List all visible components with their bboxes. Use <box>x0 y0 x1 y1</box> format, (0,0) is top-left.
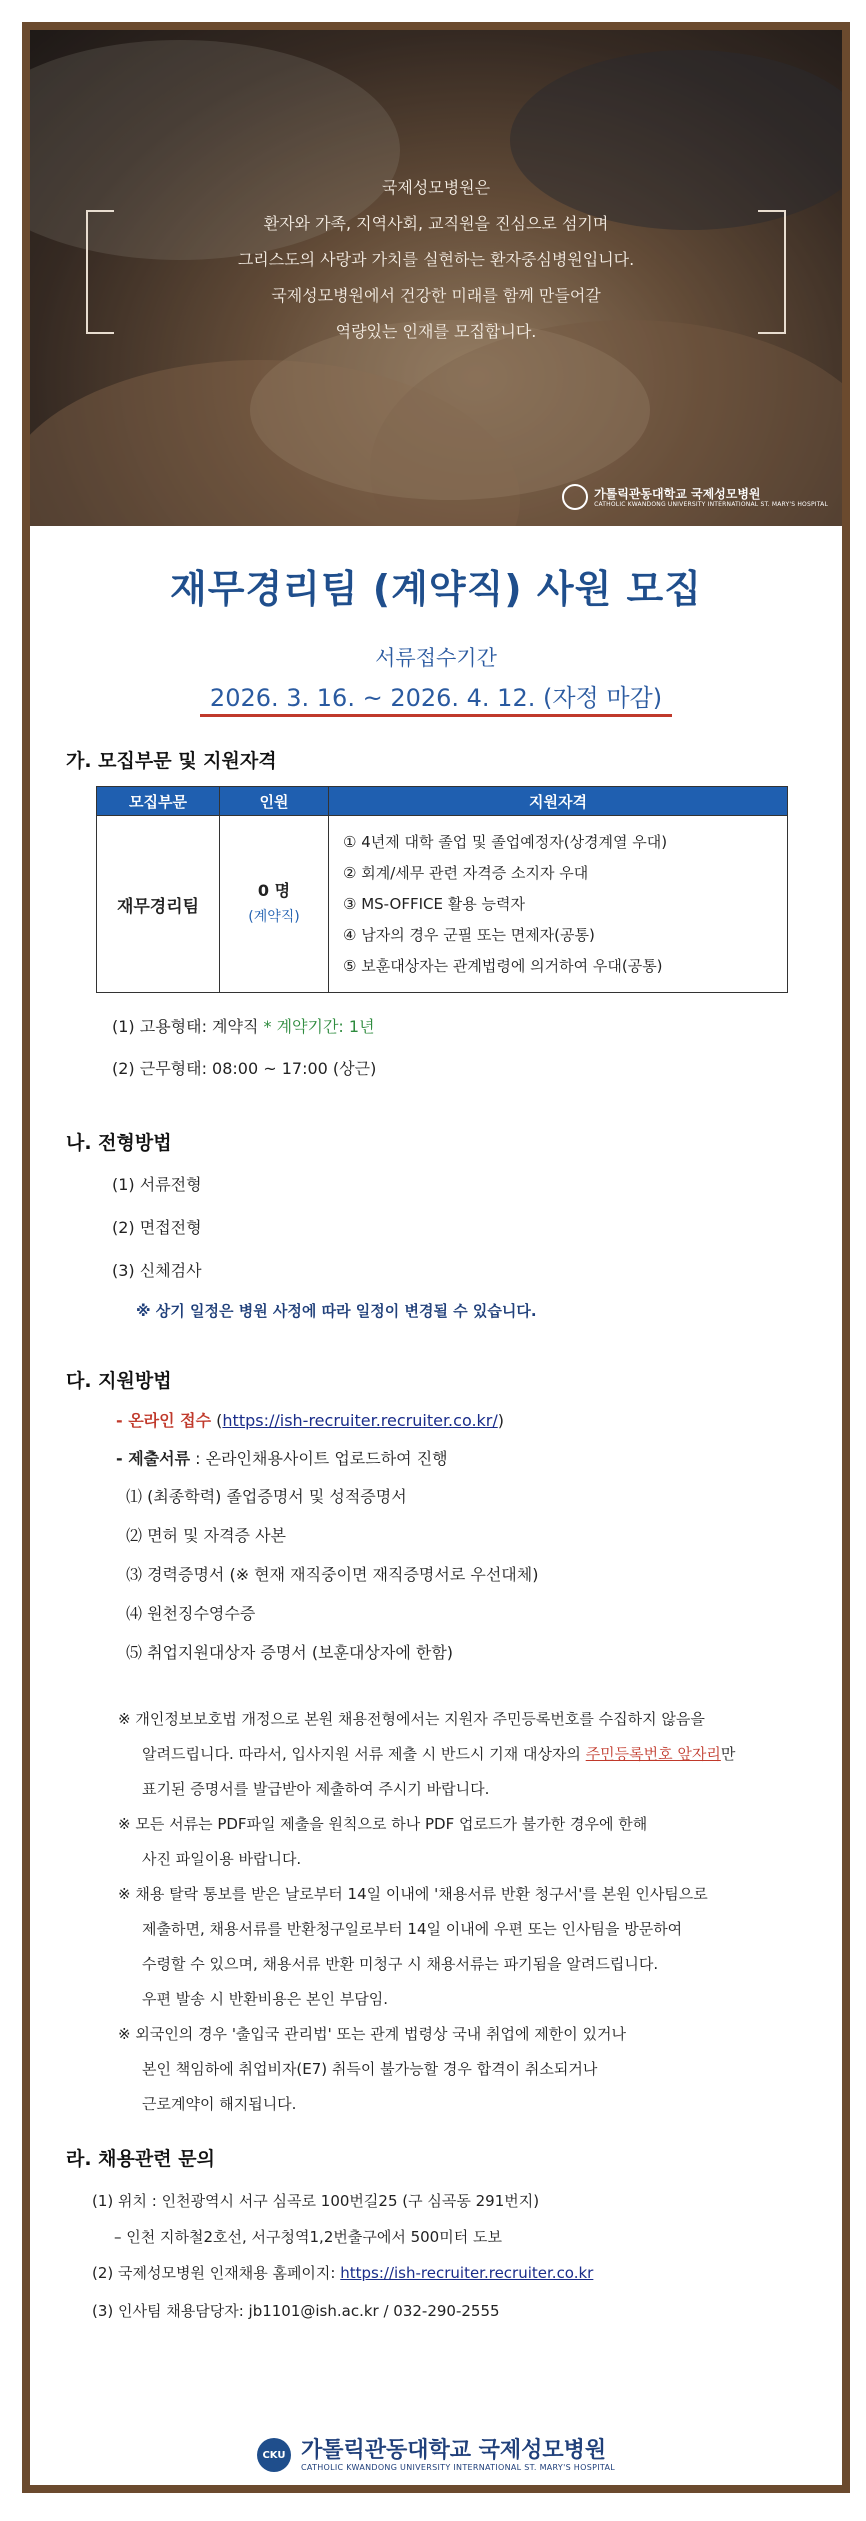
section-c-heading: 다. 지원방법 <box>66 1370 172 1392</box>
schedule-note: ※ 상기 일정은 병원 사정에 따라 일정이 변경될 수 있습니다. <box>136 1302 537 1320</box>
docs-line <box>116 1446 448 1469</box>
employment-type <box>112 1014 375 1037</box>
notice-line: 제출하면, 채용서류를 반환청구일로부터 14일 이내에 우편 또는 인사팀을 방문하여 <box>142 1920 683 1938</box>
step-item: (1) 서류전형 <box>112 1175 202 1194</box>
doc-item: ⑷ 원천징수영수증 <box>126 1604 256 1623</box>
hero-logo-name: 가톨릭관동대학교 국제성모병원 <box>594 486 761 501</box>
count-value: 0 명 <box>257 881 291 900</box>
qual-item: ① 4년제 대학 졸업 및 졸업예정자(상경계열 우대) <box>343 832 668 851</box>
step-item: (2) 면접전형 <box>112 1218 202 1237</box>
period-label: 서류접수기간 <box>375 646 497 670</box>
hero-line: 그리스도의 사랑과 가치를 실현하는 환자중심병원입니다. <box>237 250 635 269</box>
section-a-heading: 가. 모집부문 및 지원자격 <box>66 750 277 772</box>
id-front-highlight: 주민등록번호 앞자리 <box>585 1745 721 1763</box>
table-header: 인원 <box>220 787 329 816</box>
contract-period: * 계약기간: 1년 <box>263 1017 375 1036</box>
notice-line: 사진 파일이용 바랍니다. <box>142 1850 302 1868</box>
table-row <box>97 816 788 993</box>
location-sub: – 인천 지하철2호선, 서구청역1,2번출구에서 500미터 도보 <box>114 2228 502 2246</box>
footer-logo <box>30 2425 842 2485</box>
qual-item: ④ 남자의 경우 군필 또는 면제자(공통) <box>343 925 595 944</box>
section-d-heading: 라. 채용관련 문의 <box>66 2148 215 2170</box>
quals-cell <box>329 816 788 993</box>
period-value: 2026. 3. 16. ~ 2026. 4. 12. (자정 마감) <box>200 684 672 717</box>
notice-text: 알려드립니다. 따라서, 입사지원 서류 제출 시 반드시 기재 대상자의 <box>142 1745 586 1763</box>
notice-line: 수령할 수 있으며, 채용서류 반환 미청구 시 채용서류는 파기됨을 알려드립니다. <box>142 1955 659 1973</box>
count-type: (계약직) <box>248 909 300 925</box>
page-title: 재무경리팀 (계약직) 사원 모집 <box>170 567 702 611</box>
footer-sub: CATHOLIC KWANDONG UNIVERSITY INTERNATIONAL ST. MARY'S HOSPITAL <box>301 2462 615 2472</box>
notice-line: 표기된 증명서를 발급받아 제출하여 주시기 바랍니다. <box>142 1780 490 1798</box>
notice-block <box>118 1702 735 2122</box>
count-cell <box>220 816 329 993</box>
table-header-row <box>97 787 788 816</box>
recruit-site-link[interactable]: https://ish-recruiter.recruiter.co.kr/ <box>222 1411 498 1430</box>
notice-line: ※ 채용 탈락 통보를 받은 날로부터 14일 이내에 '채용서류 반환 청구서'를 본원 인사팀으로 <box>118 1885 708 1903</box>
hero-line: 환자와 가족, 지역사회, 교직원을 진심으로 섬기며 <box>263 214 609 233</box>
hero-line: 국제성모병원에서 건강한 미래를 함께 만들어갈 <box>271 286 601 305</box>
doc-item: ⑵ 면허 및 자격증 사본 <box>126 1526 286 1545</box>
notice-line: ※ 모든 서류는 PDF파일 제출을 원칙으로 하나 PDF 업로드가 불가한 경우에 한해 <box>118 1815 648 1833</box>
recruit-homepage-link[interactable]: https://ish-recruiter.recruiter.co.kr <box>340 2264 594 2282</box>
hero-line: 역량있는 인재를 모집합니다. <box>335 322 537 341</box>
doc-item: ⑴ (최종학력) 졸업증명서 및 성적증명서 <box>126 1487 407 1506</box>
doc-item: ⑸ 취업지원대상자 증명서 (보훈대상자에 한함) <box>126 1643 454 1662</box>
recruit-table <box>96 786 788 993</box>
notice-line: 우편 발송 시 반환비용은 본인 부담임. <box>142 1990 388 2008</box>
site-line <box>92 2262 593 2283</box>
hero-logo-sub: CATHOLIC KWANDONG UNIVERSITY INTERNATIONAL ST. MARY'S HOSPITAL <box>594 500 828 508</box>
application-period <box>30 678 842 713</box>
notice-line <box>118 1737 735 1772</box>
section-b-heading: 나. 전형방법 <box>66 1132 172 1154</box>
docs-label: - 제출서류 <box>116 1449 191 1468</box>
table-header: 모집부문 <box>97 787 220 816</box>
university-emblem-icon: CKU <box>257 2438 291 2472</box>
table-header: 지원자격 <box>329 787 788 816</box>
qual-item: ⑤ 보훈대상자는 관계법령에 의거하여 우대(공통) <box>343 956 663 975</box>
online-apply: - 온라인 접수 (https://ish-recruiter.recruiter.co.kr/) <box>116 1411 505 1430</box>
online-label: - 온라인 접수 <box>116 1411 212 1430</box>
footer-name: 가톨릭관동대학교 국제성모병원 <box>301 2437 607 2463</box>
notice-line: ※ 외국인의 경우 '출입국 관리법' 또는 관계 법령상 국내 취업에 제한이 있거나 <box>118 2025 626 2043</box>
dept-cell: 재무경리팀 <box>97 816 220 993</box>
step-item: (3) 신체검사 <box>112 1261 202 1280</box>
poster-frame <box>22 22 850 2493</box>
contact-line: (3) 인사팀 채용담당자: jb1101@ish.ac.kr / 032-290-2555 <box>92 2302 500 2320</box>
qual-item: ② 회계/세무 관련 자격증 소지자 우대 <box>343 863 589 882</box>
notice-line: 본인 책임하에 취업비자(E7) 취득이 불가능할 경우 합격이 취소되거나 <box>142 2060 598 2078</box>
doc-item: ⑶ 경력증명서 (※ 현재 재직중이면 재직증명서로 우선대체) <box>126 1565 539 1584</box>
hero-banner <box>30 30 842 526</box>
docs-text: : 온라인채용사이트 업로드하여 진행 <box>195 1449 448 1468</box>
hero-message <box>30 170 842 350</box>
site-label: (2) 국제성모병원 인재채용 홈페이지: <box>92 2264 341 2282</box>
hero-line: 국제성모병원은 <box>381 178 491 197</box>
qual-item: ③ MS-OFFICE 활용 능력자 <box>343 894 525 913</box>
work-hours: (2) 근무형태: 08:00 ~ 17:00 (상근) <box>112 1059 377 1078</box>
notice-line: ※ 개인정보보호법 개정으로 본원 채용전형에서는 지원자 주민등록번호를 수집하지 않음을 <box>118 1710 705 1728</box>
hero-logo <box>562 484 828 510</box>
notice-text: 만 <box>720 1745 736 1763</box>
notice-line: 근로계약이 해지됩니다. <box>142 2095 297 2113</box>
employment-text: (1) 고용형태: 계약직 <box>112 1017 259 1036</box>
hospital-emblem-icon <box>562 484 588 510</box>
location-line: (1) 위치 : 인천광역시 서구 심곡로 100번길25 (구 심곡동 291번지) <box>92 2192 540 2210</box>
